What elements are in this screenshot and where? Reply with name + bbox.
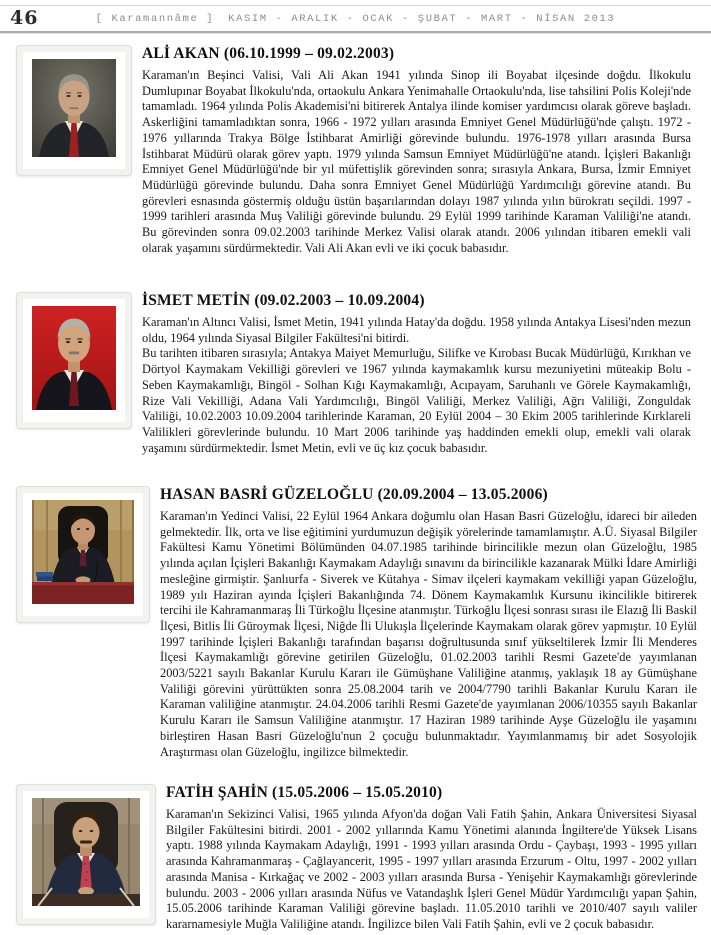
bio-paragraph: Karaman'ın Beşinci Valisi, Vali Ali Akan 1941 yılında Sinop ili Boyabat ilçesinde doğdu. İlkokulu Dumlupınar Boyabat İlkokulu'nda, ortaokulu Ankara Yenimahalle Ortaokulu'nda, lise tahsilini Polis Koleji'nde tamamladı. 1964 yılında Polis Akademisi'ni bitirerek Antalya ilinde komiser yardımcısı olarak göreve başladı. Askerliğini tamamladıktan sonra, 1966 - 1972 yılları arasında Emniyet Genel Müdürlüğü'nde çalıştı. 1972 - 1976 yıllarında Trakya Bölge İstihbarat Amirliği görevinde bulundu. 1976-1978 yılları arasında Bursa İstihbarat Müdürü olarak görev yaptı. 1979 yılında Samsun Emniyet Müdürlüğü'ne atandı. İçişleri Bakanlığı Emniyet Genel Müdürlüğü'nde bir yıl müfettişlik görevinden sonra; sırasıyla Ankara, Bursa, İzmir Emniyet Müdürlüğü görevinde bulundu. Daha sonra Emniyet Genel Müdürlüğü Yardımcılığı görevine atandı. Bu görevleri esnasında göstermiş olduğu üstün başarılarından dolayı 1987 yılında yılın bürokratı seçildi. 1997 - 1999 tarihleri arasında Muş Valiliği görevinde bulundu. 29 Eylül 1999 tarihinde Karaman Valiliği'ne atandı. Bu görevinden sonra 09.02.2003 tarihinde Merkez Valisi olarak atandı. 2006 yılından itibaren emekli vali olarak yaşamını sürdürmektedir. Vali Ali Akan evli ve iki çocuk babasıdır. bbox=[142, 68, 691, 255]
hasan-basri-guzeloglu-photo bbox=[32, 500, 134, 604]
bio-title: İSMET METİN (09.02.2003 – 10.09.2004) bbox=[142, 292, 425, 309]
photo-matte bbox=[23, 493, 143, 616]
bio-paragraph: Karaman'ın Sekizinci Valisi, 1965 yılında Afyon'da doğan Vali Fatih Şahin, Ankara Üniversitesi Siyasal Bilgiler Fakültesini bitirdi. 2001 - 2002 yıllarında Kamu Yönetimi alanında İngiltere'de Yüksek Lisans yaptı. 1988 yılında Kaymakam Adaylığı, 1991 - 1993 yılları arasında Ordu - Çaybaşı, 1993 - 1995 yılları arasında Kahramanmaraş - Çağlayancerit, 1995 - 1997 yılları arasında Erzurum - Oltu, 1997 - 2002 yılları arasında Manisa - Kırkağaç ve 2002 - 2003 yılları arasında Bursa - Yenişehir Kaymakamlığı görevlerinde bulundu. 2003 - 2006 yılları arasında Nüfus ve Vatandaşlık İşleri Genel Müdür Yardımcılığı yapan Şahin, 15.05.2006 tarihinde Karaman Valiliği görevine başladı. 11.05.2010 tarihli ve 2010/407 sayılı valiler kararnamesiyle Muğla Valiliğine atandı. İngilizce bilen Vali Fatih Şahin, evli ve 2 çocuk babasıdır. bbox=[166, 807, 697, 931]
photo-frame bbox=[16, 45, 132, 176]
running-header bbox=[60, 13, 651, 25]
bio-text bbox=[142, 68, 691, 256]
fatih-sahin-photo bbox=[32, 798, 140, 906]
bio-body bbox=[142, 45, 691, 256]
photo-matte bbox=[23, 299, 125, 422]
photo-frame bbox=[16, 486, 150, 623]
bio-body bbox=[160, 486, 697, 760]
header-bottom-rule bbox=[0, 31, 711, 34]
bio-title: ALİ AKAN (06.10.1999 – 09.02.2003) bbox=[142, 45, 395, 62]
bio-title: HASAN BASRİ GÜZELOĞLU (20.09.2004 – 13.05.2006) bbox=[160, 486, 548, 503]
bio-text bbox=[166, 807, 697, 933]
photo-frame bbox=[16, 292, 132, 429]
header-top-rule bbox=[0, 5, 711, 6]
photo-matte bbox=[23, 52, 125, 169]
bio-paragraph: Karaman'ın Altıncı Valisi, İsmet Metin, 1941 yılında Hatay'da doğdu. 1958 yılında Antakya Lisesi'nden mezun oldu, 1964 yılında Siyasal Bilgiler Fakültesi'ni bitirdi. bbox=[142, 315, 691, 345]
bio-section-ismet-metin bbox=[16, 292, 697, 456]
bio-section-fatih-sahin bbox=[16, 784, 697, 933]
ismet-metin-photo bbox=[32, 306, 116, 410]
bio-text bbox=[142, 315, 691, 456]
bio-paragraph: Karaman'ın Yedinci Valisi, 22 Eylül 1964 Ankara doğumlu olan Hasan Basri Güzeloğlu, idareci bir aileden gelmektedir. İlk, orta ve lise eğitimini yurdumuzun değişik yörelerinde tamamlamıştır. A.Ü. Siyasal Bilgiler Fakültesi Kamu Yönetimi Bölümünden 04.07.1985 tarihinde birincilikle mezun olan Güzeloğlu, 1985 yılında açılan İçişleri Bakanlığı Kaymakam Adaylığı sınavını da birincilikle kazanarak Mülki İdare Amirliği mesleğine girmiştir. Şanlıurfa - Siverek ve Kütahya - Simav ilçeleri kaymakam vekilliği yapan Güzeloğlu, 1989 yılı Haziran ayında İçişleri Bakanlığında 74. Dönem Kaymakamlık Kursunu ikincilikle bitirerek tercihi ile Kahramanmaraş İli Türkoğlu İlçesine atanmıştır. Türkoğlu İlçesi sonrası sırası ile Elazığ İli Baskil İlçesi, Bitlis İli Güroymak İlçesi, Niğde İli Ulukışla İlçelerinde Kaymakam olarak görev yapmıştır. 10 Eylül 1997 tarihinde İçişleri Bakanlığı tarafından başarısı doğrultusunda sınıf yükseltilerek İzmir İli Menderes İlçesi Kaymakamlığı görevine getirilen Güzeloğlu, 01.02.2003 tarihli Resmi Gazete'de yayımlanan 2003/5221 sayılı Bakanlar Kurulu Kararı ile Gümüşhane Valiliğine atanmış, yaklaşık 18 ay Gümüşhane Valiliği görevini yürüttükten sonra 25.08.2004 tarih ve 2004/7790 tarihli Bakanlar Kurulu Kararı ile Karaman valiliğine atanmıştır. 24.04.2006 tarihli Resmi Gazete'de yayımlanan 2006/10355 sayılı Bakanlar Kurulu Kararı ile Samsun Valiliğine atanmıştır. 17 Haziran 1989 tarihinde Ayşe Güzeloğlu ile yaşamını birleştiren Hasan Basri Güzeloğlu'nun 2 çocuğu bulunmaktadır. Yayımlanmamış bir adet Sosyolojik Araştırması olan Güzeloğlu, ingilizce bilmektedir. bbox=[160, 509, 697, 759]
photo-frame bbox=[16, 784, 156, 925]
bio-text bbox=[160, 509, 697, 760]
journal-name: [ Karamannâme ] bbox=[95, 13, 215, 25]
page-number: 46 bbox=[10, 7, 39, 29]
bio-title: FATİH ŞAHİN (15.05.2006 – 15.05.2010) bbox=[166, 784, 443, 801]
bio-paragraph: Bu tarihten itibaren sırasıyla; Antakya Maiyet Memurluğu, Silifke ve Kırobası Bucak Müdürlüğü, Kırıkhan ve Dörtyol Kaymakam Vekilliği görevleri ve 1967 yılında kaymakamlık kursu mezuniyetini müteakip Bolu - Seben Kaymakamlığı, Bingöl - Solhan Kığı Kaymakamlığı, Acıpayam, Saruhanlı ve Görele Kaymakamlığı, Rize Vali Vekilliği, Adana Vali Yardımcılığı, Bingöl Valiliği, Merkez Valiliği, Ağrı Valiliği, Zonguldak Valiliği, 10.02.2003 10.09.2004 tarihlerinde Karaman, 20 Eylül 2004 – 30 Ekim 2005 tarihlerinde Kırklareli Valilikleri görevlerinde bulundu. 10 Mart 2006 tarihinde yaş haddinden emekli olup, emekli vali olarak yaşamını sürdürmektedir. İsmet Metin, evli ve üç kız çocuk babasıdır. bbox=[142, 346, 691, 455]
bio-body bbox=[142, 292, 691, 456]
bio-section-ali-akan bbox=[16, 45, 697, 256]
bio-section-hasan-basri-guzeloglu bbox=[16, 486, 697, 760]
issue-months: KASIM - ARALIK - OCAK - ŞUBAT - MART - NİSAN 2013 bbox=[228, 13, 616, 25]
ali-akan-photo bbox=[32, 59, 116, 157]
bio-body bbox=[166, 784, 697, 933]
photo-matte bbox=[23, 791, 149, 918]
